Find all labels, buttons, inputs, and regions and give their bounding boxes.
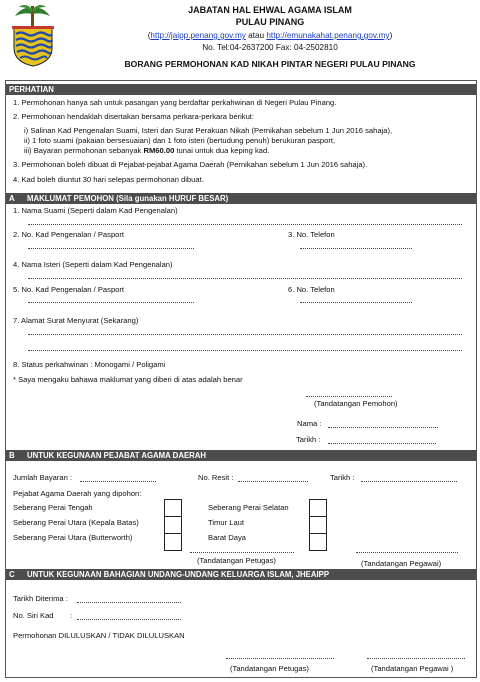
- b-pegawai-signature-line[interactable]: [356, 552, 458, 553]
- perhatian-item-1: 1. Permohonan hanya sah untuk pasangan yang berdaftar perkahwinan di Negeri Pulau Pinang.: [13, 98, 337, 107]
- field-tel-suami-label: 3. No. Telefon: [288, 230, 335, 239]
- section-c-heading: UNTUK KEGUNAAN BAHAGIAN UNDANG-UNDANG KELUARGA ISLAM, JHEAIPP: [27, 570, 330, 579]
- emunakahat-link[interactable]: http://emunakahat.penang.gov.my: [266, 31, 390, 40]
- department-title: JABATAN HAL EHWAL AGAMA ISLAM: [188, 5, 352, 15]
- no-siri-kad-label: No. Siri Kad: [13, 611, 54, 620]
- section-b-header: [6, 450, 476, 461]
- daerah-spu-butterworth-label: Seberang Perai Utara (Butterworth): [13, 533, 133, 542]
- declaration-text: * Saya mengaku bahawa maklumat yang diberi di atas adalah benar: [13, 375, 243, 384]
- contact-numbers: No. Tel:04-2637200 Fax: 04-2502810: [202, 43, 338, 52]
- field-tel-suami-line[interactable]: [300, 248, 412, 249]
- b-pegawai-signature-label: (Tandatangan Pegawai): [361, 559, 442, 568]
- perhatian-header: [6, 84, 476, 95]
- section-b-letter: B: [9, 451, 15, 460]
- perhatian-item-4: 4. Kad boleh diuntut 30 hari selepas permohonan dibuat.: [13, 175, 204, 184]
- tarikh-b-line[interactable]: [361, 481, 457, 482]
- field-tel-isteri-label: 6. No. Telefon: [288, 285, 335, 294]
- daerah-timur-laut-label: Timur Laut: [208, 518, 245, 527]
- status-kelulusan[interactable]: Permohonan DILULUSKAN / TIDAK DILULUSKAN: [13, 631, 185, 640]
- daerah-sp-selatan-checkbox[interactable]: [309, 499, 327, 517]
- link-separator: atau: [248, 31, 265, 40]
- pemohon-signature-label: (Tandatangan Pemohon): [314, 399, 398, 408]
- pemohon-tarikh-label: Tarikh :: [296, 435, 321, 444]
- section-a-letter: A: [9, 194, 15, 203]
- daerah-barat-daya-checkbox[interactable]: [309, 533, 327, 551]
- perhatian-sub-1: i) Salinan Kad Pengenalan Suami, Isteri dan Surat Perakuan Nikah (Pernikahan sebelum 1 Jun 2016 sahaja),: [24, 126, 393, 135]
- daerah-sp-selatan-label: Seberang Perai Selatan: [208, 503, 289, 512]
- tarikh-diterima-label: Tarikh Diterima :: [13, 594, 68, 603]
- pemohon-nama-label: Nama :: [297, 419, 322, 428]
- section-a-heading: MAKLUMAT PEMOHON (Sila gunakan HURUF BESAR): [27, 194, 229, 203]
- daerah-timur-laut-checkbox[interactable]: [309, 516, 327, 534]
- c-petugas-signature-label: (Tandatangan Petugas): [230, 664, 309, 673]
- no-siri-kad-line[interactable]: [77, 619, 181, 620]
- daerah-sp-tengah-checkbox[interactable]: [164, 499, 182, 517]
- b-petugas-signature-line[interactable]: [190, 552, 294, 553]
- tarikh-b-label: Tarikh :: [330, 473, 355, 482]
- jumlah-bayaran-label: Jumlah Bayaran :: [13, 473, 73, 482]
- field-status-perkahwinan[interactable]: 8. Status perkahwinan : Monogami / Poligami: [13, 360, 166, 369]
- daerah-spu-kepala-batas-checkbox[interactable]: [164, 516, 182, 534]
- section-c-header: [6, 569, 476, 580]
- c-pegawai-signature-line[interactable]: [367, 658, 465, 659]
- field-nama-suami-line[interactable]: [28, 224, 462, 225]
- c-pegawai-signature-label: (Tandatangan Pegawai ): [371, 664, 454, 673]
- payment-amount: RM60.00: [143, 146, 175, 155]
- section-a-header: [6, 193, 476, 204]
- state-subtitle: PULAU PINANG: [235, 17, 305, 27]
- pemohon-tarikh-line[interactable]: [328, 443, 436, 444]
- tarikh-diterima-line[interactable]: [77, 602, 181, 603]
- form-title: BORANG PERMOHONAN KAD NIKAH PINTAR NEGERI PULAU PINANG: [124, 59, 416, 69]
- perhatian-heading: PERHATIAN: [9, 85, 54, 94]
- field-ic-suami-line[interactable]: [28, 248, 194, 249]
- daerah-spu-kepala-batas-label: Seberang Perai Utara (Kepala Batas): [13, 518, 139, 527]
- field-alamat-label: 7. Alamat Surat Menyurat (Sekarang): [13, 316, 139, 325]
- field-tel-isteri-line[interactable]: [300, 302, 412, 303]
- section-c-letter: C: [9, 570, 15, 579]
- field-nama-suami-label: 1. Nama Suami (Seperti dalam Kad Pengenalan): [13, 206, 178, 215]
- no-siri-kad-colon: :: [70, 611, 73, 620]
- perhatian-item-3: 3. Permohonan boleh dibuat di Pejabat-pejabat Agama Daerah (Pernikahan sebelum 1 Jun 2016 sahaja).: [13, 160, 368, 169]
- jumlah-bayaran-line[interactable]: [80, 481, 156, 482]
- pejabat-dipohon-label: Pejabat Agama Daerah yang dipohon:: [13, 489, 142, 498]
- pemohon-signature-line[interactable]: [306, 396, 392, 397]
- perhatian-sub-2: ii) 1 foto suami (pakaian bersesuaian) dan 1 foto isteri (bertudung penuh) berukuran pasport,: [24, 136, 336, 145]
- daerah-spu-butterworth-checkbox[interactable]: [164, 533, 182, 551]
- perhatian-sub-3: [24, 146, 269, 155]
- sub3-prefix: iii) Bayaran permohonan sebanyak: [24, 146, 142, 155]
- c-petugas-signature-line[interactable]: [226, 658, 334, 659]
- no-resit-line[interactable]: [238, 481, 308, 482]
- daerah-sp-tengah-label: Seberang Perai Tengah: [13, 503, 93, 512]
- field-ic-isteri-label: 5. No. Kad Pengenalan / Pasport: [13, 285, 125, 294]
- section-b-heading: UNTUK KEGUNAAN PEJABAT AGAMA DAERAH: [27, 451, 207, 460]
- pemohon-nama-line[interactable]: [328, 427, 438, 428]
- sub3-suffix: tunai untuk dua keping kad.: [176, 146, 270, 155]
- field-ic-suami-label: 2. No. Kad Pengenalan / Pasport: [13, 230, 125, 239]
- field-nama-isteri-label: 4. Nama Isteri (Seperti dalam Kad Pengenalan): [13, 260, 173, 269]
- field-nama-isteri-line[interactable]: [28, 278, 462, 279]
- perhatian-item-2: 2. Permohonan hendaklah disertakan bersama perkara-perkara berikut:: [13, 112, 255, 121]
- daerah-barat-daya-label: Barat Daya: [208, 533, 246, 542]
- no-resit-label: No. Resit :: [198, 473, 234, 482]
- website-links: (http://jaipp.penang.gov.my atau http://emunakahat.penang.gov.my): [147, 31, 393, 40]
- field-ic-isteri-line[interactable]: [28, 302, 194, 303]
- jaipp-link[interactable]: http://jaipp.penang.gov.my: [150, 31, 246, 40]
- field-alamat-line-2[interactable]: [28, 350, 462, 351]
- b-petugas-signature-label: (Tandatangan Petugas): [197, 556, 276, 565]
- penang-crest-logo: [10, 4, 56, 68]
- field-alamat-line-1[interactable]: [28, 334, 462, 335]
